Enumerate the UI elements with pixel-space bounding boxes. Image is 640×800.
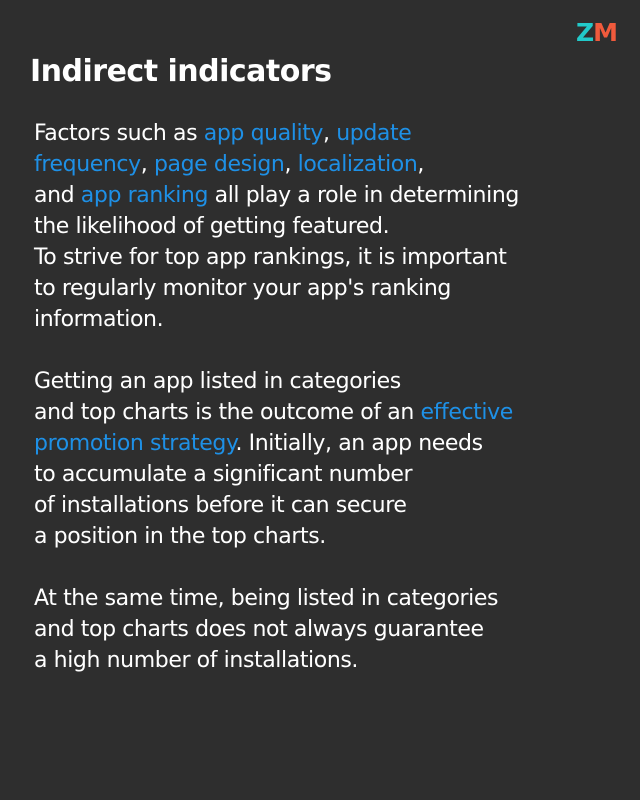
- paragraph-spacer: [34, 552, 624, 583]
- text-run: ,: [140, 152, 154, 177]
- highlight-promotion-strategy: promotion strategy: [34, 431, 236, 456]
- slide-title: Indirect indicators: [30, 54, 332, 89]
- slide-body: [34, 118, 624, 676]
- highlight-localization: localization: [297, 152, 418, 177]
- text-line: To strive for top app rankings, it is important: [34, 245, 507, 270]
- text-line: the likelihood of getting featured.: [34, 214, 390, 239]
- text-run: ,: [323, 121, 337, 146]
- logo-letter-z: Z: [575, 18, 594, 47]
- text-line: At the same time, being listed in categories: [34, 586, 499, 611]
- highlight-frequency: frequency: [34, 152, 141, 177]
- text-run: and: [34, 183, 81, 208]
- text-line: and top charts does not always guarantee: [34, 617, 484, 642]
- text-line: information.: [34, 307, 164, 332]
- zm-logo: [576, 20, 617, 45]
- text-line: a position in the top charts.: [34, 524, 326, 549]
- paragraph-spacer: [34, 335, 624, 366]
- text-run: ,: [284, 152, 298, 177]
- text-line: [34, 118, 624, 149]
- text-line: Getting an app listed in categories: [34, 369, 401, 394]
- highlight-update: update: [336, 121, 412, 146]
- paragraph-3: [34, 583, 624, 676]
- paragraph-1: [34, 118, 624, 335]
- highlight-app-quality: app quality: [203, 121, 324, 146]
- highlight-effective: effective: [420, 400, 513, 425]
- text-line: [34, 397, 624, 428]
- text-line: [34, 428, 624, 459]
- text-line: to accumulate a significant number: [34, 462, 413, 487]
- logo-letter-m: M: [593, 18, 617, 47]
- text-line: [34, 180, 624, 211]
- text-run: all play a role in determining: [208, 183, 519, 208]
- highlight-app-ranking: app ranking: [80, 183, 209, 208]
- text-run: Factors such as: [34, 121, 204, 146]
- text-line: a high number of installations.: [34, 648, 359, 673]
- text-run: ,: [417, 152, 424, 177]
- highlight-page-design: page design: [153, 152, 285, 177]
- text-line: to regularly monitor your app's ranking: [34, 276, 451, 301]
- text-run: and top charts is the outcome of an: [34, 400, 421, 425]
- text-run: . Initially, an app needs: [235, 431, 483, 456]
- text-line: of installations before it can secure: [34, 493, 407, 518]
- paragraph-2: [34, 366, 624, 552]
- text-line: [34, 149, 624, 180]
